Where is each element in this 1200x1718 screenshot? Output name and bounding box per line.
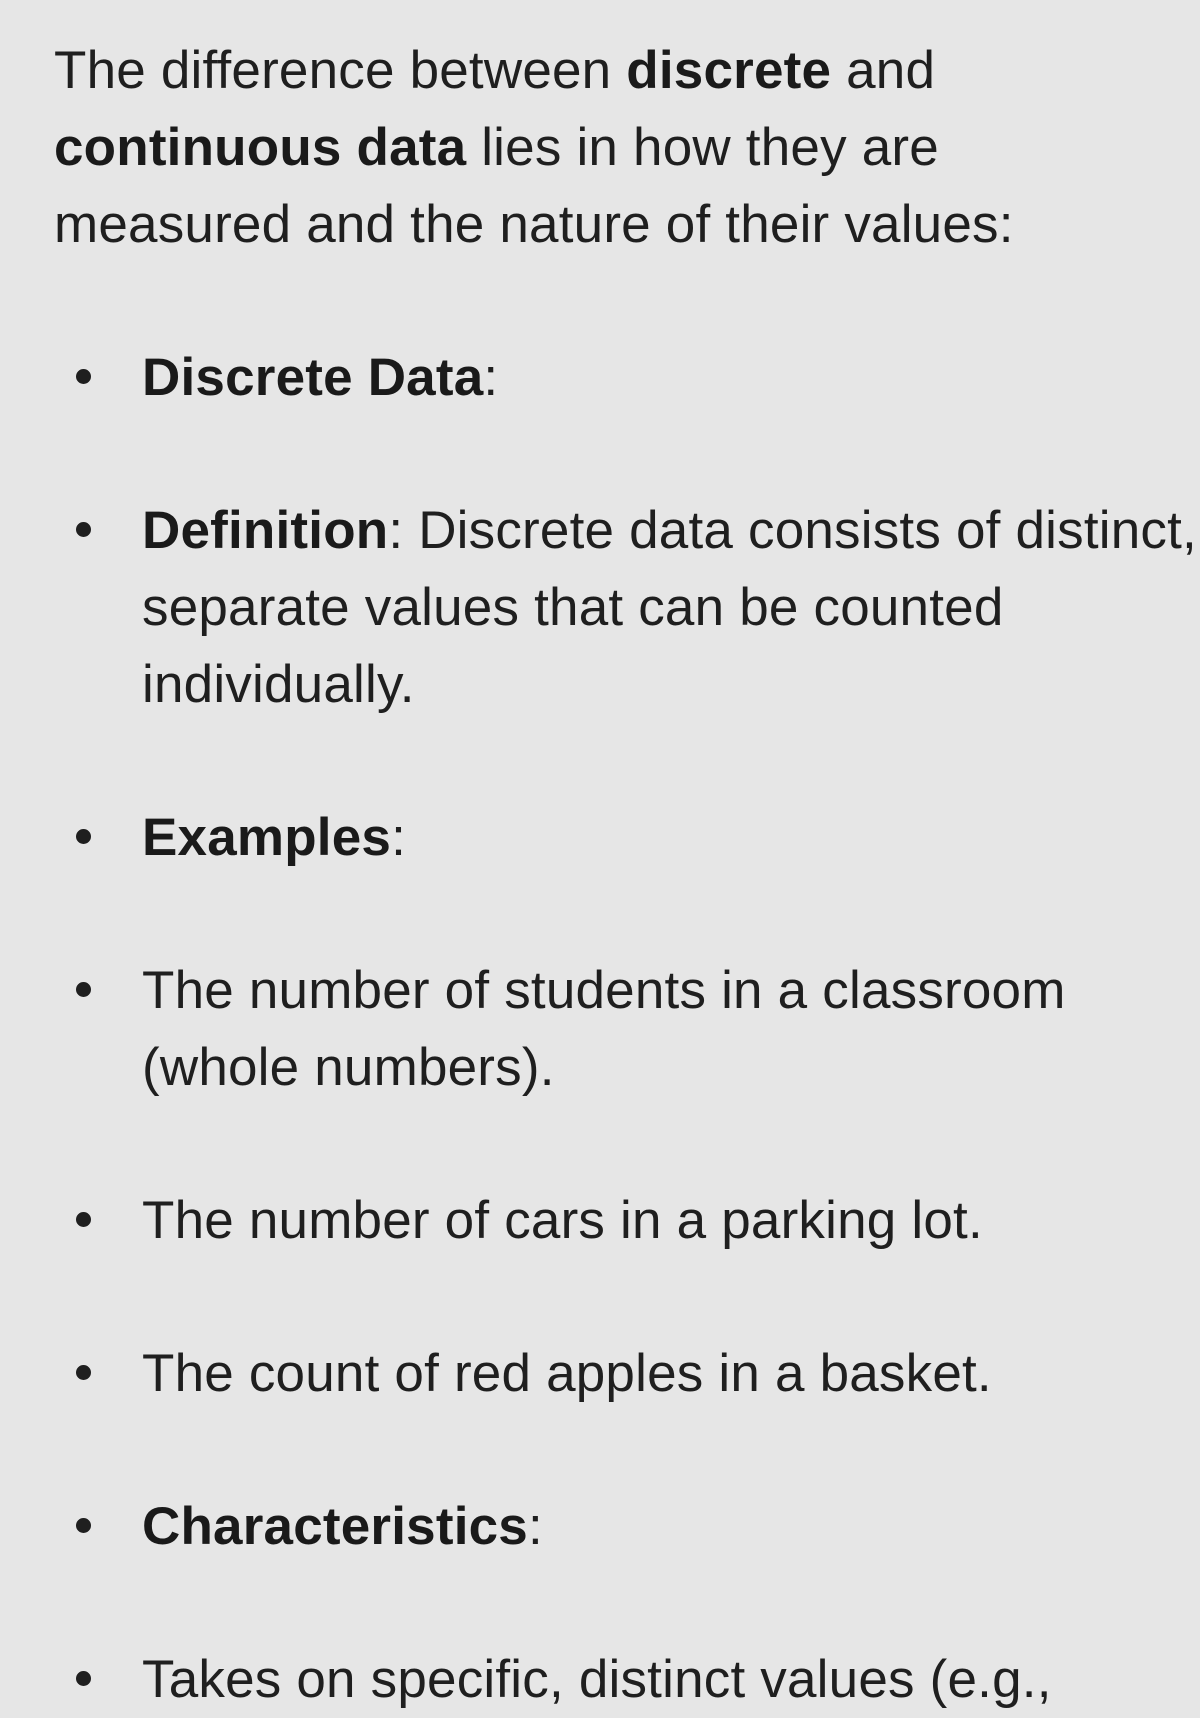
list-item-text: The number of students in a classroom (whole numbers).	[142, 961, 1066, 1097]
intro-bold-continuous: continuous data	[54, 118, 467, 177]
list-item	[54, 339, 1200, 416]
bullet-icon	[76, 982, 91, 997]
list-item-text: The count of red apples in a basket.	[142, 1344, 992, 1403]
intro-prefix: The difference between	[54, 41, 627, 100]
list-item	[54, 1182, 1200, 1259]
list-item-text: :	[527, 1497, 543, 1556]
list-item-text: The number of cars in a parking lot.	[142, 1191, 983, 1250]
list-item	[54, 492, 1200, 723]
intro-paragraph	[54, 32, 1134, 263]
list-item-bold: Definition	[142, 501, 389, 560]
bullet-icon	[76, 522, 91, 537]
list-item-text: :	[483, 348, 499, 407]
list-item-bold: Examples	[142, 808, 392, 867]
intro-mid: and	[831, 41, 936, 100]
list-item	[54, 1335, 1200, 1412]
list-item	[54, 952, 1200, 1106]
list-item-text: Takes on specific, distinct values (e.g.,	[142, 1650, 1052, 1709]
list-item	[54, 799, 1200, 876]
intro-suffix: lies in how they are measured and the nature of their values:	[54, 118, 1014, 254]
bullet-icon	[76, 1671, 91, 1686]
bullet-icon	[76, 369, 91, 384]
bullet-icon	[76, 1365, 91, 1380]
list-item	[54, 1641, 1200, 1718]
bullet-list	[54, 339, 1200, 1718]
list-item-text: :	[391, 808, 407, 867]
bullet-icon	[76, 1212, 91, 1227]
list-item-text: : Discrete data consists of distinct, separate values that can be counted individually.	[142, 501, 1197, 714]
list-item	[54, 1488, 1200, 1565]
intro-bold-discrete: discrete	[626, 41, 832, 100]
list-item-bold: Characteristics	[142, 1497, 528, 1556]
bullet-icon	[76, 1518, 91, 1533]
bullet-icon	[76, 829, 91, 844]
list-item-bold: Discrete Data	[142, 348, 484, 407]
